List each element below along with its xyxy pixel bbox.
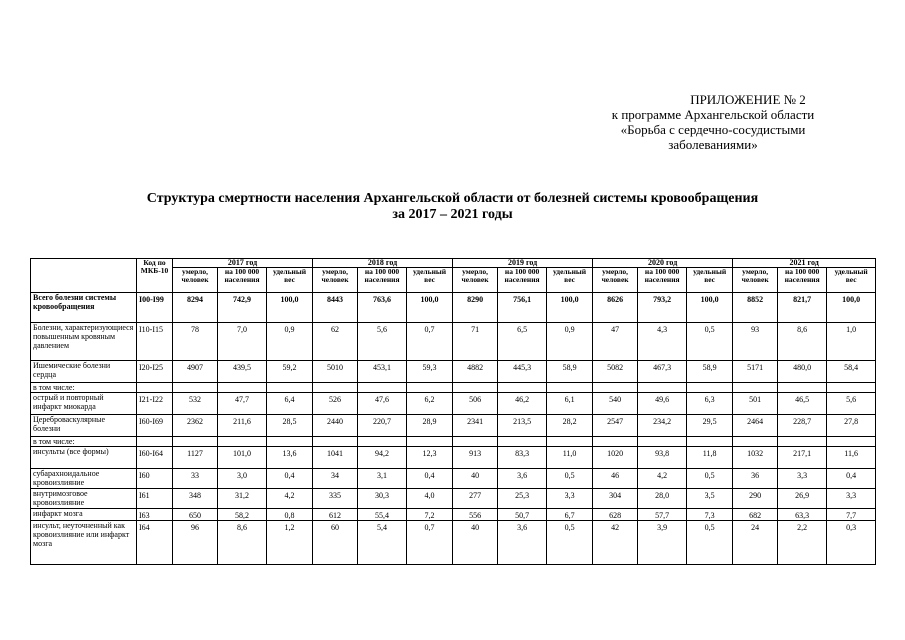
value-cell (638, 383, 687, 393)
value-cell: 4,0 (407, 489, 453, 509)
value-cell: 3,3 (778, 469, 827, 489)
value-cell: 36 (733, 469, 778, 489)
value-cell: 290 (733, 489, 778, 509)
row-code: I60 (137, 469, 173, 489)
value-cell: 101,0 (218, 447, 267, 469)
value-cell: 47,6 (358, 393, 407, 415)
value-cell: 756,1 (498, 293, 547, 323)
value-cell (407, 383, 453, 393)
value-cell: 94,2 (358, 447, 407, 469)
value-cell: 6,1 (547, 393, 593, 415)
value-cell: 3,1 (358, 469, 407, 489)
value-cell: 26,9 (778, 489, 827, 509)
value-cell: 11,0 (547, 447, 593, 469)
value-cell: 8443 (313, 293, 358, 323)
value-cell: 100,0 (827, 293, 876, 323)
value-cell (687, 383, 733, 393)
value-cell: 28,9 (407, 415, 453, 437)
value-cell: 5082 (593, 361, 638, 383)
value-cell: 0,9 (547, 323, 593, 361)
value-cell: 3,6 (498, 521, 547, 565)
value-cell: 5,4 (358, 521, 407, 565)
sub-header: на 100 000 населения (358, 268, 407, 293)
value-cell (173, 437, 218, 447)
title-line-1: Структура смертности населения Архангельской области от болезней системы кровообращения (146, 191, 759, 206)
table-row (31, 415, 876, 437)
value-cell (593, 437, 638, 447)
row-code: I10-I15 (137, 323, 173, 361)
document-title (0, 191, 905, 223)
row-code: I60-I64 (137, 447, 173, 469)
value-cell: 0,5 (547, 469, 593, 489)
value-cell: 0,5 (687, 521, 733, 565)
sub-header: умерло, человек (593, 268, 638, 293)
year-header: 2018 год (313, 259, 453, 268)
value-cell (498, 383, 547, 393)
value-cell: 93 (733, 323, 778, 361)
value-cell: 793,2 (638, 293, 687, 323)
value-cell: 0,9 (267, 323, 313, 361)
table-row (31, 293, 876, 323)
table-row (31, 383, 876, 393)
value-cell: 100,0 (407, 293, 453, 323)
value-cell: 57,7 (638, 509, 687, 521)
row-code: I21-I22 (137, 393, 173, 415)
value-cell: 445,3 (498, 361, 547, 383)
value-cell: 42 (593, 521, 638, 565)
value-cell (218, 437, 267, 447)
value-cell: 100,0 (267, 293, 313, 323)
value-cell: 47 (593, 323, 638, 361)
value-cell: 1041 (313, 447, 358, 469)
value-cell: 6,3 (687, 393, 733, 415)
value-cell: 7,3 (687, 509, 733, 521)
value-cell (407, 437, 453, 447)
value-cell: 11,8 (687, 447, 733, 469)
row-label: инфаркт мозга (31, 509, 137, 521)
row-label: внутримозговое кровоизлияние (31, 489, 137, 509)
value-cell: 480,0 (778, 361, 827, 383)
value-cell: 58,2 (218, 509, 267, 521)
table-row (31, 521, 876, 565)
sub-header: умерло, человек (733, 268, 778, 293)
value-cell: 4,3 (638, 323, 687, 361)
value-cell: 59,3 (407, 361, 453, 383)
row-label: острый и повторный инфаркт миокарда (31, 393, 137, 415)
value-cell: 2341 (453, 415, 498, 437)
value-cell: 46,5 (778, 393, 827, 415)
value-cell: 8,6 (218, 521, 267, 565)
value-cell (638, 437, 687, 447)
value-cell: 55,4 (358, 509, 407, 521)
value-cell: 59,2 (267, 361, 313, 383)
value-cell: 11,6 (827, 447, 876, 469)
value-cell: 100,0 (687, 293, 733, 323)
sub-header: удельный вес (547, 268, 593, 293)
row-code: I60-I69 (137, 415, 173, 437)
value-cell: 40 (453, 521, 498, 565)
sub-header: удельный вес (407, 268, 453, 293)
value-cell: 0,5 (687, 469, 733, 489)
value-cell: 100,0 (547, 293, 593, 323)
value-cell: 83,3 (498, 447, 547, 469)
value-cell: 3,0 (218, 469, 267, 489)
value-cell (267, 437, 313, 447)
value-cell: 1,0 (827, 323, 876, 361)
table-row (31, 509, 876, 521)
value-cell: 7,0 (218, 323, 267, 361)
value-cell: 2464 (733, 415, 778, 437)
value-cell (453, 383, 498, 393)
value-cell: 12,3 (407, 447, 453, 469)
value-cell (218, 383, 267, 393)
value-cell: 4882 (453, 361, 498, 383)
value-cell: 3,3 (827, 489, 876, 509)
value-cell: 506 (453, 393, 498, 415)
row-label: инсульты (все формы) (31, 447, 137, 469)
table-row (31, 323, 876, 361)
value-cell (173, 383, 218, 393)
value-cell: 1,2 (267, 521, 313, 565)
value-cell: 1032 (733, 447, 778, 469)
value-cell: 40 (453, 469, 498, 489)
value-cell: 4,2 (638, 469, 687, 489)
table-row (31, 469, 876, 489)
value-cell: 532 (173, 393, 218, 415)
value-cell: 8626 (593, 293, 638, 323)
value-cell: 213,5 (498, 415, 547, 437)
value-cell: 28,0 (638, 489, 687, 509)
row-code: I61 (137, 489, 173, 509)
year-header: 2019 год (453, 259, 593, 268)
value-cell: 24 (733, 521, 778, 565)
value-cell: 2547 (593, 415, 638, 437)
value-cell: 46,2 (498, 393, 547, 415)
value-cell (827, 383, 876, 393)
value-cell: 821,7 (778, 293, 827, 323)
value-cell: 234,2 (638, 415, 687, 437)
value-cell: 63,3 (778, 509, 827, 521)
value-cell: 60 (313, 521, 358, 565)
value-cell: 0,7 (407, 521, 453, 565)
value-cell (358, 437, 407, 447)
value-cell: 0,5 (547, 521, 593, 565)
value-cell (358, 383, 407, 393)
value-cell: 650 (173, 509, 218, 521)
row-code: I20-I25 (137, 361, 173, 383)
sub-header: удельный вес (687, 268, 733, 293)
value-cell: 2,2 (778, 521, 827, 565)
value-cell: 34 (313, 469, 358, 489)
value-cell: 2440 (313, 415, 358, 437)
table-row (31, 447, 876, 469)
table-row (31, 437, 876, 447)
year-header: 2021 год (733, 259, 876, 268)
value-cell: 453,1 (358, 361, 407, 383)
row-label: Цереброваскулярные болезни (31, 415, 137, 437)
sub-header: удельный вес (827, 268, 876, 293)
appendix-program-name: «Борьба с сердечно-сосудистыми (620, 122, 806, 137)
value-cell: 93,8 (638, 447, 687, 469)
value-cell (687, 437, 733, 447)
value-cell: 1127 (173, 447, 218, 469)
value-cell: 540 (593, 393, 638, 415)
value-cell: 501 (733, 393, 778, 415)
row-code: I63 (137, 509, 173, 521)
value-cell: 0,4 (267, 469, 313, 489)
value-cell: 220,7 (358, 415, 407, 437)
value-cell: 8290 (453, 293, 498, 323)
value-cell: 742,9 (218, 293, 267, 323)
row-code (137, 437, 173, 447)
value-cell: 682 (733, 509, 778, 521)
value-cell (733, 383, 778, 393)
row-code: I00-I99 (137, 293, 173, 323)
row-label: Болезни, характеризующиеся повышенным кровяным давлением (31, 323, 137, 361)
table-row (31, 489, 876, 509)
value-cell: 612 (313, 509, 358, 521)
value-cell (733, 437, 778, 447)
value-cell: 30,3 (358, 489, 407, 509)
value-cell: 5,6 (358, 323, 407, 361)
appendix-header (583, 92, 843, 152)
appendix-program-name-cont: заболеваниями» (668, 137, 758, 152)
value-cell: 763,6 (358, 293, 407, 323)
value-cell: 25,3 (498, 489, 547, 509)
value-cell (313, 437, 358, 447)
value-cell: 913 (453, 447, 498, 469)
value-cell (778, 383, 827, 393)
value-cell: 228,7 (778, 415, 827, 437)
value-cell: 556 (453, 509, 498, 521)
value-cell: 27,8 (827, 415, 876, 437)
value-cell: 2362 (173, 415, 218, 437)
value-cell: 628 (593, 509, 638, 521)
value-cell: 348 (173, 489, 218, 509)
row-label: Ишемические болезни сердца (31, 361, 137, 383)
value-cell: 467,3 (638, 361, 687, 383)
value-cell: 277 (453, 489, 498, 509)
value-cell: 28,2 (547, 415, 593, 437)
value-cell: 50,7 (498, 509, 547, 521)
value-cell (547, 383, 593, 393)
value-cell (593, 383, 638, 393)
value-cell: 4907 (173, 361, 218, 383)
value-cell: 6,7 (547, 509, 593, 521)
value-cell: 0,4 (827, 469, 876, 489)
sub-header: на 100 000 населения (638, 268, 687, 293)
row-code (137, 383, 173, 393)
mortality-table (30, 258, 876, 565)
value-cell: 3,5 (687, 489, 733, 509)
row-label: в том числе: (31, 437, 137, 447)
value-cell: 6,4 (267, 393, 313, 415)
value-cell: 5010 (313, 361, 358, 383)
value-cell: 3,6 (498, 469, 547, 489)
label-header (31, 259, 137, 293)
value-cell: 3,3 (547, 489, 593, 509)
row-label: Всего болезни системы кровообращения (31, 293, 137, 323)
sub-header: умерло, человек (453, 268, 498, 293)
value-cell: 49,6 (638, 393, 687, 415)
table-row (31, 393, 876, 415)
value-cell: 13,6 (267, 447, 313, 469)
value-cell: 4,2 (267, 489, 313, 509)
sub-header: на 100 000 населения (498, 268, 547, 293)
value-cell (827, 437, 876, 447)
value-cell (313, 383, 358, 393)
value-cell: 526 (313, 393, 358, 415)
sub-header: удельный вес (267, 268, 313, 293)
value-cell: 304 (593, 489, 638, 509)
year-header: 2017 год (173, 259, 313, 268)
appendix-program: к программе Архангельской области (611, 107, 815, 122)
value-cell: 0,3 (827, 521, 876, 565)
value-cell: 8294 (173, 293, 218, 323)
value-cell: 7,2 (407, 509, 453, 521)
sub-header: умерло, человек (313, 268, 358, 293)
row-label: субарахноидальное кровоизлияние (31, 469, 137, 489)
value-cell: 28,5 (267, 415, 313, 437)
value-cell: 1020 (593, 447, 638, 469)
code-header: Код по МКБ-10 (137, 259, 173, 293)
value-cell: 96 (173, 521, 218, 565)
value-cell (778, 437, 827, 447)
value-cell: 31,2 (218, 489, 267, 509)
value-cell: 0,7 (407, 323, 453, 361)
value-cell (547, 437, 593, 447)
value-cell: 217,1 (778, 447, 827, 469)
value-cell: 3,9 (638, 521, 687, 565)
value-cell: 62 (313, 323, 358, 361)
value-cell: 6,2 (407, 393, 453, 415)
row-label: в том числе: (31, 383, 137, 393)
appendix-number: ПРИЛОЖЕНИЕ № 2 (690, 92, 806, 107)
sub-header: на 100 000 населения (778, 268, 827, 293)
row-label: инсульт, неуточненный как кровоизлияние или инфаркт мозга (31, 521, 137, 565)
value-cell (453, 437, 498, 447)
value-cell: 335 (313, 489, 358, 509)
table-row (31, 361, 876, 383)
value-cell: 78 (173, 323, 218, 361)
value-cell: 211,6 (218, 415, 267, 437)
value-cell: 439,5 (218, 361, 267, 383)
value-cell (267, 383, 313, 393)
year-header: 2020 год (593, 259, 733, 268)
value-cell: 8,6 (778, 323, 827, 361)
value-cell: 5171 (733, 361, 778, 383)
value-cell (498, 437, 547, 447)
value-cell: 0,4 (407, 469, 453, 489)
value-cell: 0,8 (267, 509, 313, 521)
row-code: I64 (137, 521, 173, 565)
value-cell: 71 (453, 323, 498, 361)
value-cell: 0,5 (687, 323, 733, 361)
value-cell: 7,7 (827, 509, 876, 521)
value-cell: 5,6 (827, 393, 876, 415)
value-cell: 29,5 (687, 415, 733, 437)
sub-header: умерло, человек (173, 268, 218, 293)
value-cell: 6,5 (498, 323, 547, 361)
value-cell: 58,4 (827, 361, 876, 383)
value-cell: 58,9 (687, 361, 733, 383)
value-cell: 8852 (733, 293, 778, 323)
value-cell: 33 (173, 469, 218, 489)
title-line-2: за 2017 – 2021 годы (392, 207, 513, 222)
value-cell: 47,7 (218, 393, 267, 415)
value-cell: 46 (593, 469, 638, 489)
value-cell: 58,9 (547, 361, 593, 383)
sub-header: на 100 000 населения (218, 268, 267, 293)
